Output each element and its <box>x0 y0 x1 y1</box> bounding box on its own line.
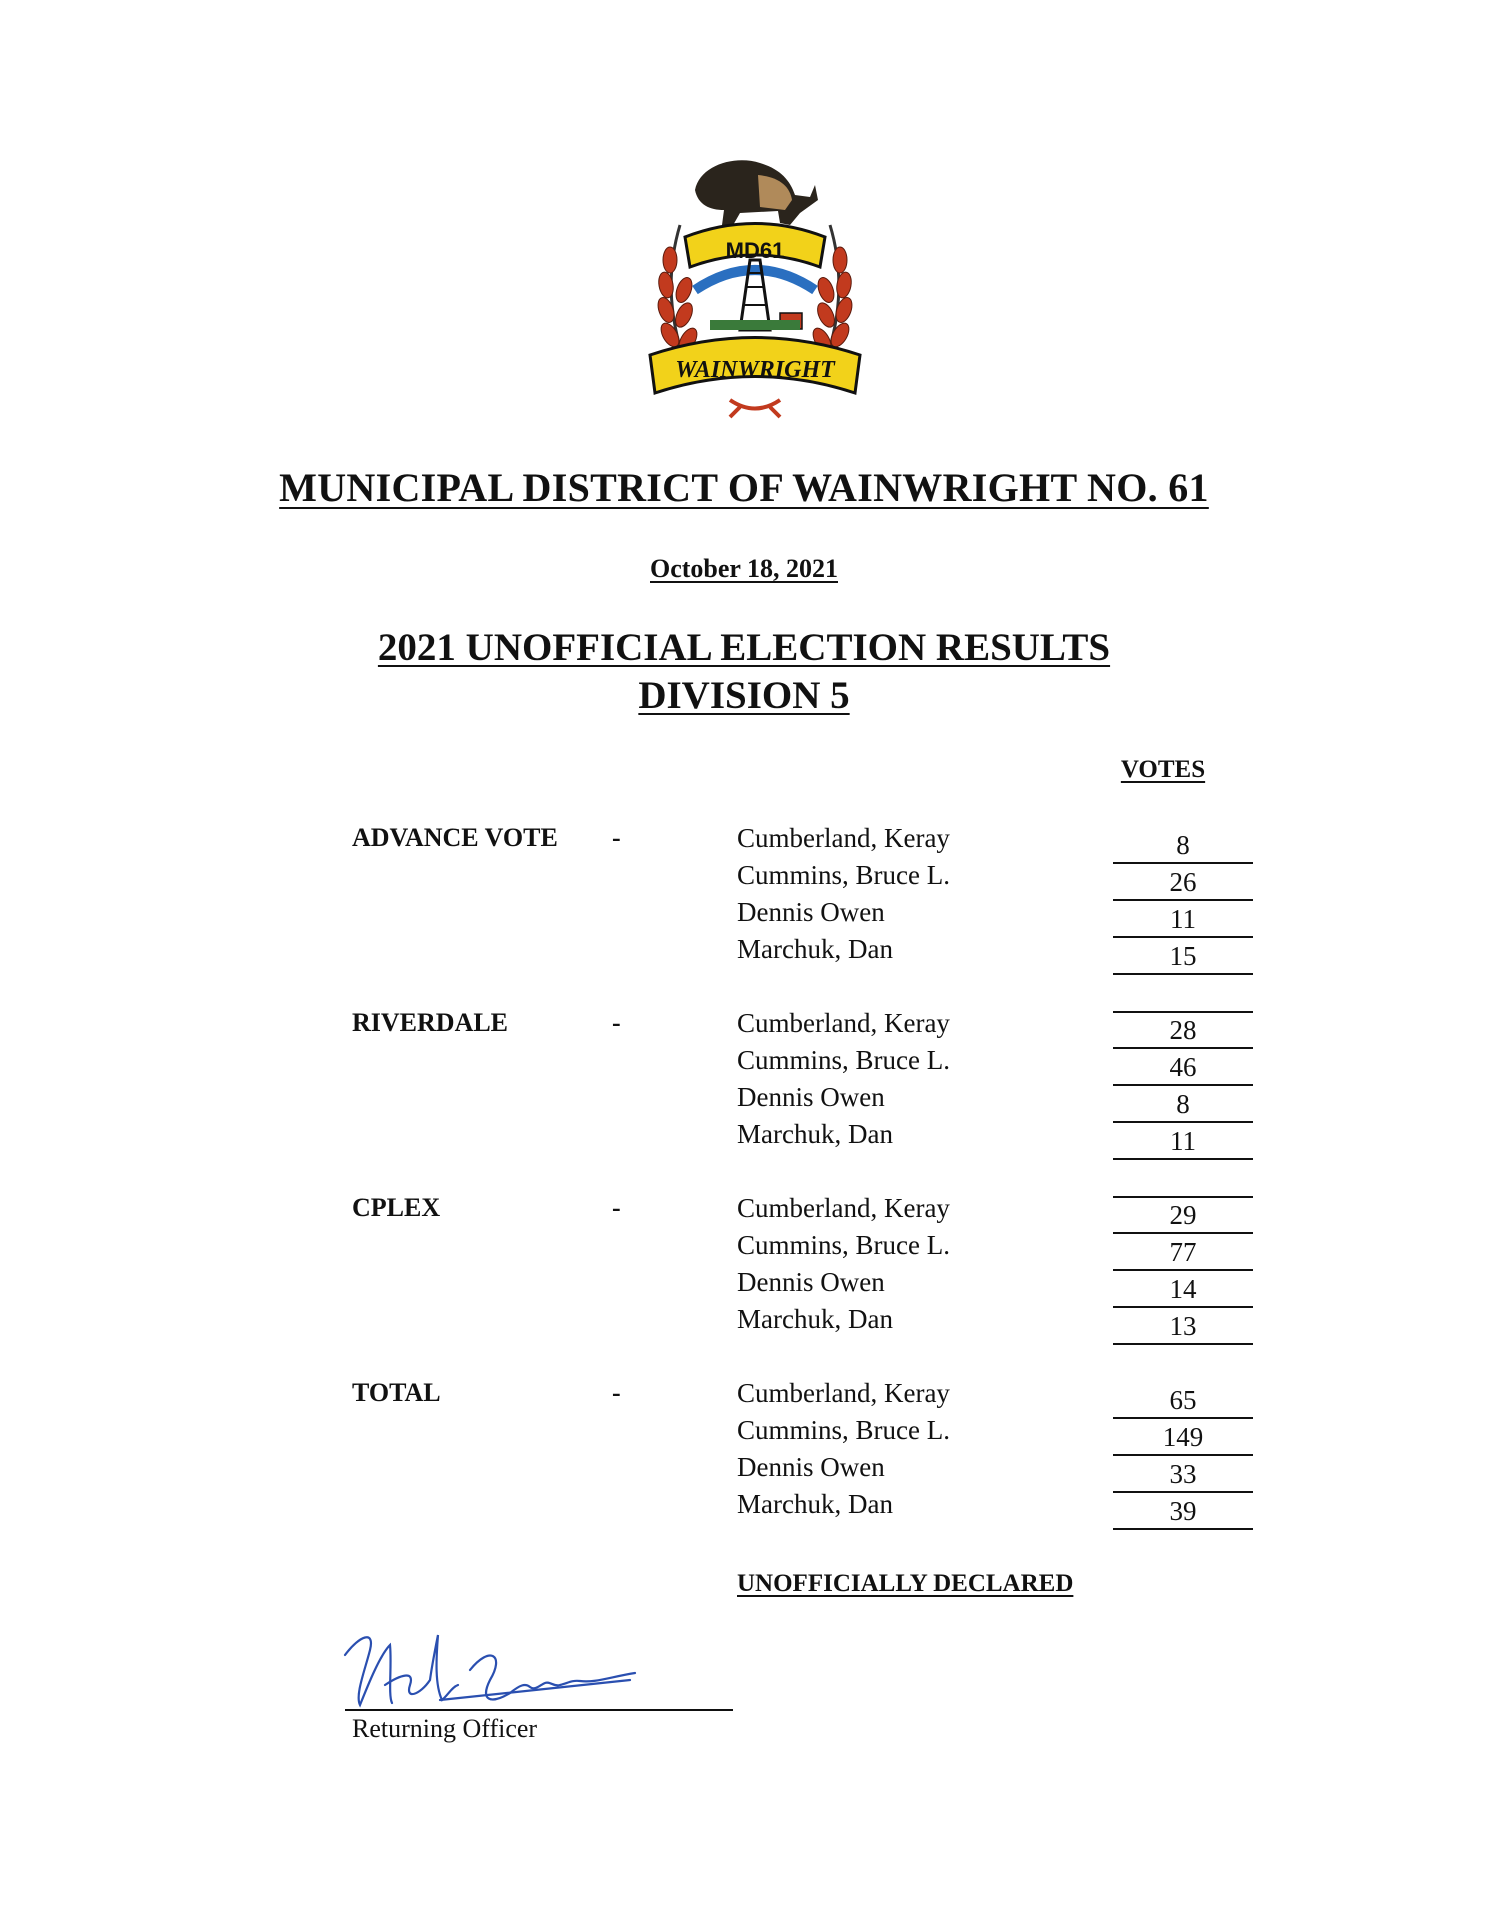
vote-count: 11 <box>1113 1125 1253 1160</box>
district-title-text: MUNICIPAL DISTRICT OF WAINWRIGHT NO. 61 <box>279 465 1209 510</box>
group-dash: - <box>612 1378 621 1407</box>
group-dash: - <box>612 1193 621 1222</box>
returning-officer-label: Returning Officer <box>352 1714 538 1743</box>
candidate-name: Marchuk, Dan <box>737 1304 893 1334</box>
vote-count: 13 <box>1113 1310 1253 1345</box>
vote-count: 77 <box>1113 1236 1253 1271</box>
signature-line <box>345 1709 733 1711</box>
candidate-name: Cumberland, Keray <box>737 1378 950 1408</box>
candidate-name: Cummins, Bruce L. <box>737 1045 950 1075</box>
report-date: October 18, 2021 <box>650 554 838 583</box>
vote-count: 8 <box>1113 829 1253 864</box>
declaration-text: UNOFFICIALLY DECLARED <box>737 1570 1074 1597</box>
group-label-advance-vote: ADVANCE VOTE <box>352 823 558 852</box>
logo-banner-text: WAINWRIGHT <box>675 357 835 383</box>
blank-line <box>1113 1011 1253 1013</box>
group-label-cplex: CPLEX <box>352 1193 441 1222</box>
candidate-name: Cumberland, Keray <box>737 823 950 853</box>
results-title-line2: DIVISION 5 <box>638 674 850 717</box>
candidate-name: Cumberland, Keray <box>737 1193 950 1223</box>
vote-count: 11 <box>1113 903 1253 938</box>
group-dash: - <box>612 1008 621 1037</box>
vote-count: 65 <box>1113 1384 1253 1419</box>
md-wainwright-logo <box>640 155 870 435</box>
vote-count: 33 <box>1113 1458 1253 1493</box>
bison-icon <box>695 160 818 227</box>
vote-count: 15 <box>1113 940 1253 975</box>
candidate-name: Marchuk, Dan <box>737 934 893 964</box>
candidate-name: Dennis Owen <box>737 897 885 927</box>
candidate-name: Cummins, Bruce L. <box>737 860 950 890</box>
results-title <box>0 624 1488 720</box>
votes-column-header: VOTES <box>1120 756 1206 783</box>
candidate-name: Cummins, Bruce L. <box>737 1230 950 1260</box>
candidate-name: Cumberland, Keray <box>737 1008 950 1038</box>
candidate-name: Dennis Owen <box>737 1082 885 1112</box>
candidate-name: Dennis Owen <box>737 1452 885 1482</box>
vote-count: 39 <box>1113 1495 1253 1530</box>
candidate-name: Marchuk, Dan <box>737 1119 893 1149</box>
declaration-statement <box>737 1570 1073 1598</box>
vote-count: 29 <box>1113 1199 1253 1234</box>
blank-line <box>1113 1196 1253 1198</box>
district-title <box>0 464 1488 511</box>
oil-derrick-icon <box>695 260 815 330</box>
results-title-line1: 2021 UNOFFICIAL ELECTION RESULTS <box>377 626 1111 669</box>
vote-count: 8 <box>1113 1088 1253 1123</box>
vote-count: 28 <box>1113 1014 1253 1049</box>
candidate-name: Cummins, Bruce L. <box>737 1415 950 1445</box>
group-label-riverdale: RIVERDALE <box>352 1008 509 1037</box>
vote-count: 46 <box>1113 1051 1253 1086</box>
candidate-name: Marchuk, Dan <box>737 1489 893 1519</box>
group-dash: - <box>612 823 621 852</box>
vote-count: 26 <box>1113 866 1253 901</box>
logo-md61-text: MD61 <box>725 238 785 263</box>
group-label-total: TOTAL <box>352 1378 441 1407</box>
candidate-name: Dennis Owen <box>737 1267 885 1297</box>
vote-count: 149 <box>1113 1421 1253 1456</box>
vote-count: 14 <box>1113 1273 1253 1308</box>
